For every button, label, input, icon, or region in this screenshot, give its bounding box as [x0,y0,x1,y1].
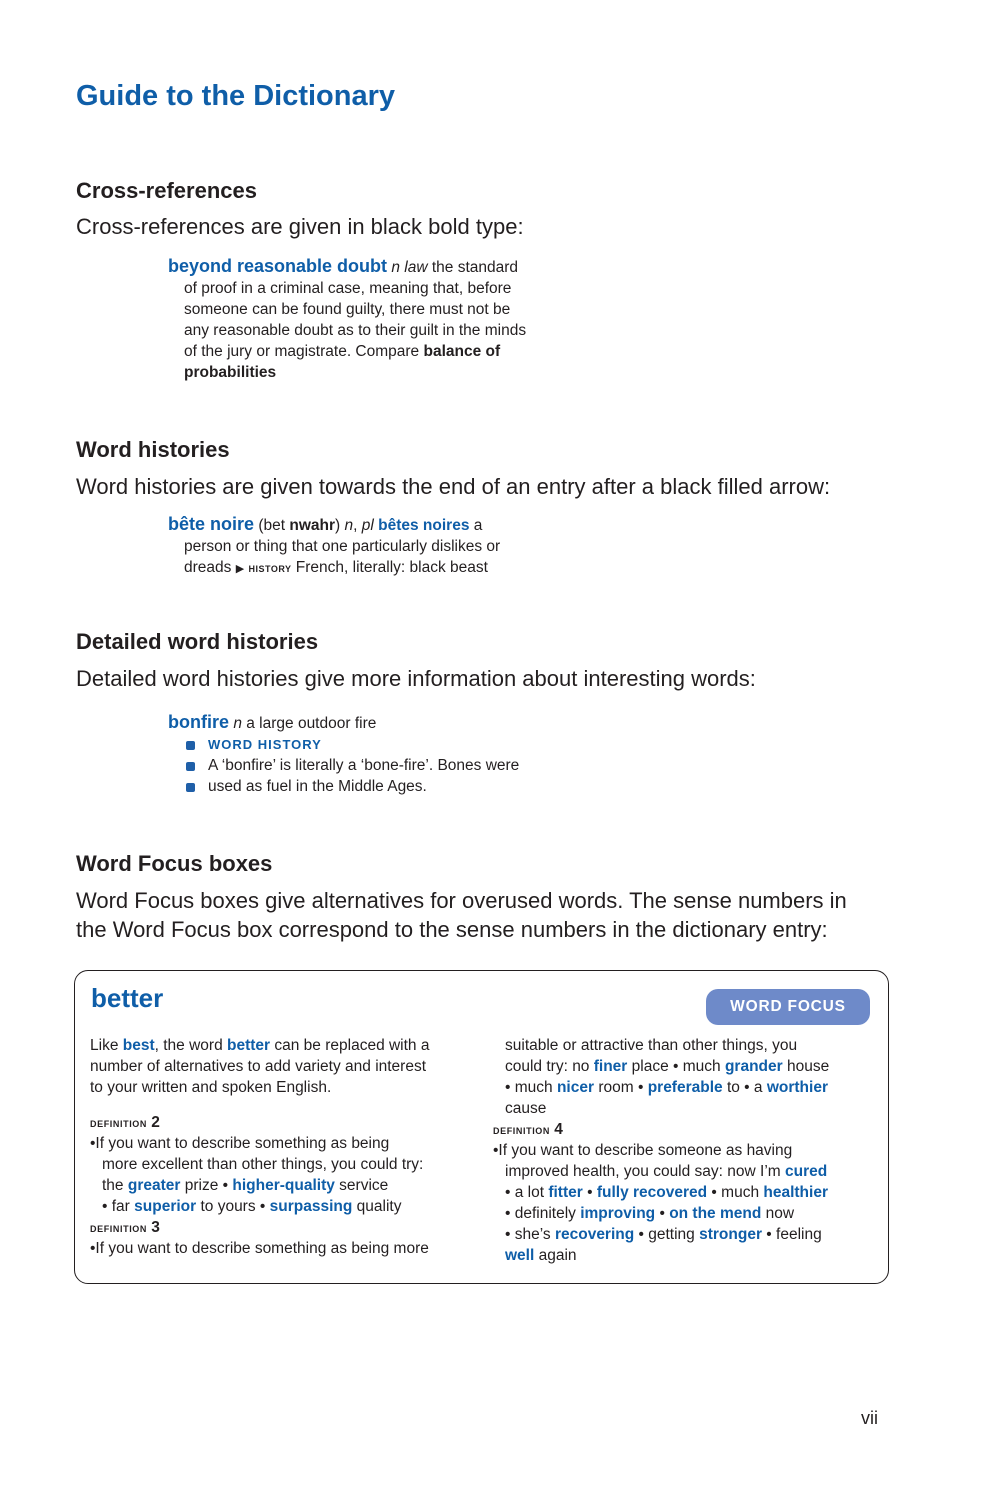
synonym: well [505,1247,535,1264]
section-heading-cross-references: Cross-references [76,178,257,203]
definition-line: more excellent than other things, you could try: [102,1156,424,1173]
cross-reference: probabilities [184,364,277,381]
pronunciation: (bet [254,517,290,534]
keyword: better [227,1037,271,1054]
definition-line: suitable or attractive than other things, you [505,1037,798,1054]
section-heading-detailed-word-histories: Detailed word histories [76,629,319,654]
section-text-line: the Word Focus box correspond to the sense numbers in the dictionary entry: [76,917,828,942]
definition-text: • feeling [761,1226,822,1243]
definition-number: 4 [550,1121,563,1138]
definition-line: of proof in a criminal case, meaning that, before [184,280,512,297]
part-of-speech: n [233,715,242,732]
synonym: surpassing [269,1198,353,1215]
definition-text: • she’s [505,1226,555,1243]
definition-label: definition [90,1115,147,1130]
intro-text: to your written and spoken English. [90,1079,332,1096]
part-of-speech: n [391,259,400,276]
section-text-word-histories: Word histories are given towards the end of an entry after a black filled arrow: [76,474,831,499]
synonym: superior [134,1198,197,1215]
definition-heading [90,1112,485,1133]
cross-reference: balance of [423,343,501,360]
definition-text: • far [102,1198,135,1215]
definition-line: of the jury or magistrate. Compare [184,343,424,360]
definition-text: improved health, you could say: now I’m [505,1163,785,1180]
definition-text: now [761,1205,795,1222]
section-text-word-focus-boxes [76,886,896,944]
definition-line: cause [505,1100,547,1117]
definition-text: a [469,517,483,534]
word-focus-right-column [493,1035,883,1266]
definition-line: •If you want to describe something as being more [90,1240,429,1257]
definition-line: any reasonable doubt as to their guilt in the minds [184,322,527,339]
synonym: worthier [766,1079,828,1096]
definition-number: 2 [147,1114,160,1131]
definition-text: • [582,1184,597,1201]
definition-text: • definitely [505,1205,581,1222]
definition-line: •If you want to describe something as being [90,1135,390,1152]
part-of-speech: n [344,517,354,534]
synonym: on the mend [669,1205,762,1222]
definition-text: again [534,1247,577,1264]
pronunciation: ) [335,517,345,534]
definition-heading [90,1217,485,1238]
definition-text: • much [707,1184,764,1201]
section-text-detailed-word-histories: Detailed word histories give more information about interesting words: [76,666,756,691]
headword: beyond reasonable doubt [168,256,388,276]
definition-text: to • a [722,1079,767,1096]
synonym: finer [593,1058,628,1075]
section-text-cross-references: Cross-references are given in black bold type: [76,214,524,239]
definition-label: definition [90,1220,147,1235]
definition-number: 3 [147,1219,160,1236]
word-history-line [168,755,578,776]
intro-text: , the word [154,1037,227,1054]
word-history-line [168,776,578,797]
definition-text: room • [594,1079,648,1096]
synonym: cured [785,1163,828,1180]
definition-line: someone can be found guilty, there must not be [184,301,511,318]
word-history-text: A ‘bonfire’ is literally a ‘bone-fire’. Bones were [208,757,520,774]
synonym: stronger [699,1226,762,1243]
keyword: best [122,1037,155,1054]
synonym: higher-quality [232,1177,335,1194]
synonym: fitter [548,1184,583,1201]
word-focus-headword: better [91,983,164,1013]
definition-text: • getting [634,1226,700,1243]
section-heading-word-histories: Word histories [76,437,230,462]
definition-text: to yours • [196,1198,270,1215]
filled-arrow-icon: ▶ [235,563,245,575]
section-heading-word-focus-boxes: Word Focus boxes [76,851,273,876]
word-focus-left-column [90,1035,485,1259]
definition-text: • much [505,1079,557,1096]
definition-text: house [782,1058,830,1075]
word-history-label: WORD HISTORY [208,737,322,752]
plural-form: bêtes noires [378,517,470,534]
history-text: French, literally: black beast [291,559,488,576]
synonym: greater [127,1177,181,1194]
definition-heading [493,1119,883,1140]
history-label: history [248,560,292,575]
synonym: grander [724,1058,783,1075]
definition-text: prize • [180,1177,233,1194]
synonym: recovering [554,1226,635,1243]
plural-label: pl [361,517,374,534]
definition-text: • [655,1205,670,1222]
example-entry-beyond-reasonable-doubt [168,256,578,383]
definition-text: the standard [427,259,519,276]
usage-label: law [404,259,428,276]
headword: bonfire [168,712,229,732]
page-title: Guide to the Dictionary [76,80,396,112]
section-text-line: Word Focus boxes give alternatives for overused words. The sense numbers in [76,888,847,913]
definition-text: service [334,1177,389,1194]
synonym: preferable [647,1079,723,1096]
word-focus-badge: WORD FOCUS [706,989,870,1025]
definition-text: • a lot [505,1184,549,1201]
definition-line: dreads [184,559,236,576]
page-number: vii [861,1408,878,1428]
word-history-text: used as fuel in the Middle Ages. [208,778,427,795]
synonym: nicer [556,1079,595,1096]
intro-text: can be replaced with a [270,1037,430,1054]
intro-text: number of alternatives to add variety and interest [90,1058,427,1075]
definition-line: •If you want to describe someone as having [493,1142,793,1159]
definition-text: a large outdoor fire [241,715,377,732]
synonym: healthier [763,1184,828,1201]
definition-text: quality [352,1198,402,1215]
example-entry-bonfire [168,712,578,797]
square-bullet-icon [186,762,195,771]
word-history-box-header [168,734,578,755]
definition-text: could try: no [505,1058,594,1075]
headword: bête noire [168,514,255,534]
intro-text: Like [90,1037,123,1054]
definition-label: definition [493,1122,550,1137]
square-bullet-icon [186,783,195,792]
synonym: fully recovered [596,1184,708,1201]
example-entry-bete-noire: bête noire (bet nwahr) n, pl bêtes noires a person or thing that one particularly dislikes or dreads ▶ history French, literally: black beast [168,514,578,580]
definition-text: place • much [627,1058,725,1075]
definition-text: the [102,1177,128,1194]
definition-line: person or thing that one particularly dislikes or [184,538,501,555]
synonym: improving [580,1205,656,1222]
word-focus-box [74,970,889,1284]
square-bullet-icon [186,741,195,750]
pronunciation-stress: nwahr [289,517,336,534]
